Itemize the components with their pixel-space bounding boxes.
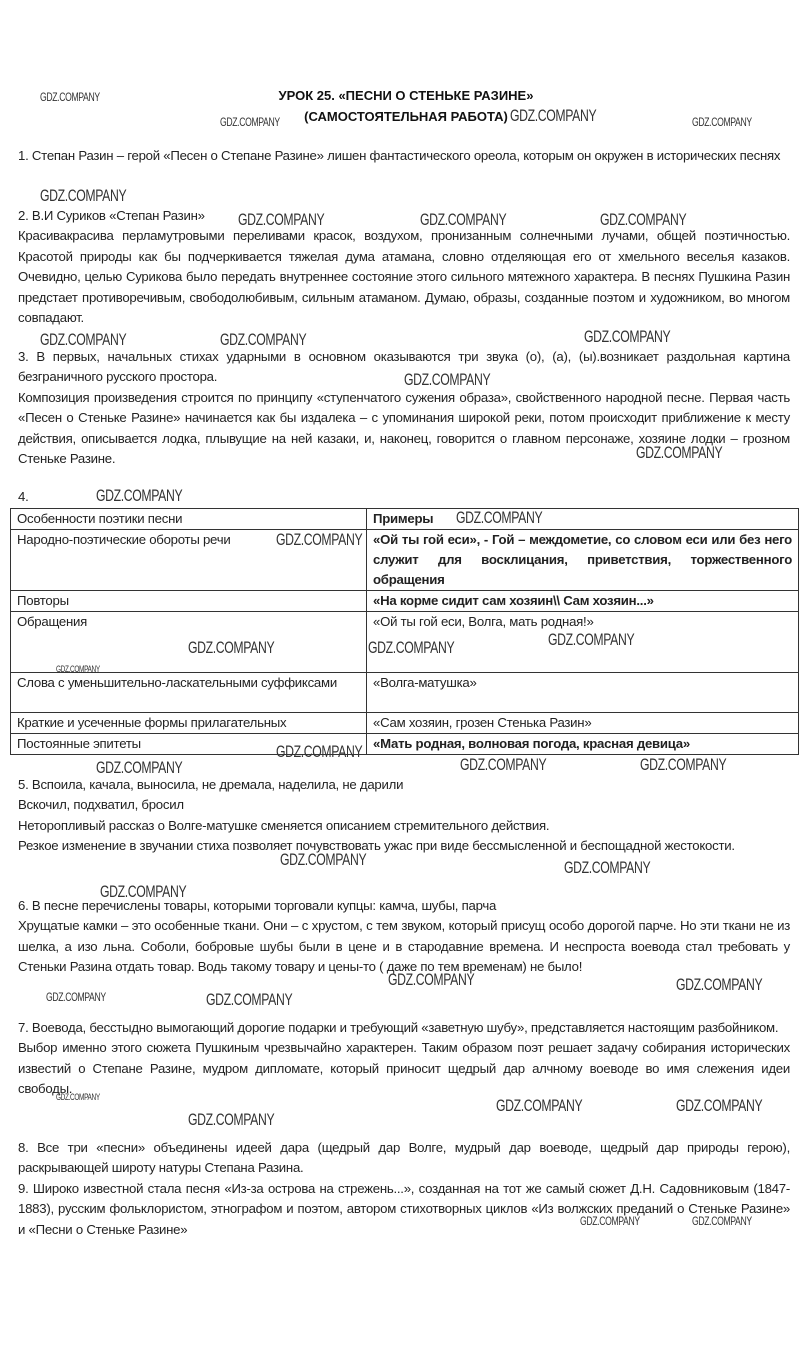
table-cell: Народно-поэтические обороты речи (11, 530, 367, 591)
watermark: GDZ.COMPANY (96, 486, 183, 505)
section-5-line: 5. Вспоила, качала, выносила, не дремала, наделила, не дарили (18, 777, 404, 792)
watermark: GDZ.COMPANY (404, 370, 491, 389)
watermark: GDZ.COMPANY (676, 1096, 763, 1115)
watermark: GDZ.COMPANY (388, 970, 475, 989)
table-cell: Повторы (11, 591, 367, 612)
watermark: GDZ.COMPANY (46, 990, 106, 1004)
watermark: GDZ.COMPANY (640, 755, 727, 774)
section-5-line: Резкое изменение в звучании стиха позволяет почувствовать ужас при виде бессмысленной и беспощадной жестокости. (18, 838, 735, 854)
section-1-text: 1. Степан Разин – герой «Песен о Степане Разине» лишен фантастического ореола, которым он окружен в исторических песнях (18, 148, 781, 163)
watermark: GDZ.COMPANY (40, 90, 100, 104)
section-2-text: Красивакрасива перламутровыми переливами красок, воздухом, пронизанным солнечными лучами, общей поэтичностью. Красотой природы как бы подчеркивается тяжелая дума атамана, словно отделяющая его от хмельного веселья казаков. Очевидно, целью Сурикова было передать внутреннее состояние этого сильного мятежного характера. В песнях Пушкина Разин предстает противоречивым, свободолюбивым, сильным атаманом. Думаю, образы, созданные поэтом и художником, во многом совпадают. (18, 228, 790, 326)
watermark: GDZ.COMPANY (510, 106, 597, 125)
watermark: GDZ.COMPANY (276, 742, 363, 761)
table-cell: «Ой ты гой еси», - Гой – междометие, со словом еси или без него служит для восклицания, приветствия, торжественного обращения (367, 530, 799, 591)
watermark: GDZ.COMPANY (692, 115, 752, 129)
table-row (11, 673, 799, 713)
watermark: GDZ.COMPANY (460, 755, 547, 774)
watermark: GDZ.COMPANY (40, 186, 127, 205)
watermark: GDZ.COMPANY (456, 508, 543, 527)
table-cell: «Ой ты гой еси, Волга, мать родная!» (367, 612, 799, 673)
watermark: GDZ.COMPANY (56, 1092, 100, 1102)
watermark: GDZ.COMPANY (636, 443, 723, 462)
watermark: GDZ.COMPANY (420, 210, 507, 229)
table-cell: «Волга-матушка» (367, 673, 799, 713)
table-row (11, 713, 799, 734)
table-cell: Слова с уменьшительно-ласкательными суффиксами (11, 673, 367, 713)
watermark: GDZ.COMPANY (188, 1110, 275, 1129)
watermark: GDZ.COMPANY (238, 210, 325, 229)
watermark: GDZ.COMPANY (496, 1096, 583, 1115)
watermark: GDZ.COMPANY (206, 990, 293, 1009)
watermark: GDZ.COMPANY (368, 638, 455, 657)
table-cell: Постоянные эпитеты (11, 734, 367, 755)
section-1 (18, 146, 790, 166)
watermark: GDZ.COMPANY (96, 758, 183, 777)
table-header: Особенности поэтики песни (11, 509, 367, 530)
watermark: GDZ.COMPANY (220, 330, 307, 349)
page-title: УРОК 25. «ПЕСНИ О СТЕНЬКЕ РАЗИНЕ» (278, 88, 534, 103)
section-6-line: Хрущатые камки – это особенные ткани. Они – с хрустом, с тем звуком, который присущ особо дорогой парче. Но эти ткани не из шелка, а изо льна. Соболи, бобровые шубы были в цене и в стародавние времена. И неспроста воевода стал требовать у Стеньки Разина отдать товар. Водь такому товару и цены-то ( даже по тем временам) не было! (18, 918, 790, 975)
table-row (11, 530, 799, 591)
section-8-9 (18, 1138, 790, 1240)
watermark: GDZ.COMPANY (600, 210, 687, 229)
section-3-body: Композиция произведения строится по принципу «ступенчатого сужения образа», свойственного народной песне. Первая часть «Песен о Стеньке Разине» начинается как бы издалека – с упоминания широкой реки, потом происходит приближение к месту действия, описывается лодка, плывущие на ней казаки, и, наконец, говорится о главном персонаже, хозяине лодки – грозном Стеньке Разине. (18, 389, 790, 467)
table-row (11, 734, 799, 755)
table-cell: Обращения (11, 612, 367, 673)
section-9-text: 9. Широко известной стала песня «Из-за острова на стрежень...», созданная на тот же самый сюжет Д.Н. Садовниковым (1847-1883), русским фольклористом, этнографом и поэтом, автором стихотворных циклов «Из волжских преданий о Стеньке Разине» и «Песни о Стеньке Разине» (18, 1180, 790, 1237)
section-4-number: 4. (18, 489, 29, 504)
watermark: GDZ.COMPANY (580, 1214, 640, 1228)
page-subtitle: (САМОСТОЯТЕЛЬНАЯ РАБОТА) (304, 109, 508, 124)
section-8-text: 8. Все три «песни» объединены идеей дара (щедрый дар Волге, мудрый дар воеводе, щедрый дар природы герою), раскрывающей широту натуры Степана Разина. (18, 1140, 790, 1176)
watermark: GDZ.COMPANY (584, 327, 671, 346)
watermark: GDZ.COMPANY (100, 882, 187, 901)
watermark: GDZ.COMPANY (276, 530, 363, 549)
section-6-line: 6. В песне перечислены товары, которыми торговали купцы: камча, шубы, парча (18, 898, 497, 913)
section-3-text: 3. В первых, начальных стихах ударными в основном оказываются три звука (о), (а), (ы).возникает раздольная картина безграничного русского простора. (18, 349, 790, 385)
table-cell: Краткие и усеченные формы прилагательных (11, 713, 367, 734)
watermark: GDZ.COMPANY (564, 858, 651, 877)
section-2-heading: 2. В.И Суриков «Степан Разин» (18, 208, 205, 223)
watermark: GDZ.COMPANY (676, 975, 763, 994)
section-7 (18, 1018, 790, 1100)
table-row (11, 591, 799, 612)
watermark: GDZ.COMPANY (280, 850, 367, 869)
table-cell: «Мать родная, волновая погода, красная девица» (367, 734, 799, 755)
watermark: GDZ.COMPANY (220, 115, 280, 129)
watermark: GDZ.COMPANY (692, 1214, 752, 1228)
watermark: GDZ.COMPANY (188, 638, 275, 657)
table-header-row (11, 509, 799, 530)
watermark: GDZ.COMPANY (56, 664, 100, 674)
section-5-line: Вскочил, подхватил, бросил (18, 797, 184, 813)
watermark: GDZ.COMPANY (548, 630, 635, 649)
section-6 (18, 896, 790, 978)
table-cell: «На корме сидит сам хозяин\\ Сам хозяин...» (367, 591, 799, 612)
watermark: GDZ.COMPANY (40, 330, 127, 349)
table-cell: «Сам хозяин, грозен Стенька Разин» (367, 713, 799, 734)
section-5 (18, 775, 790, 857)
section-7-line: 7. Воевода, бесстыдно вымогающий дорогие подарки и требующий «заветную шубу», представляется настоящим разбойником. (18, 1020, 779, 1035)
table-header: Примеры (367, 509, 799, 530)
section-5-line: Неторопливый рассказ о Волге-матушке сменяется описанием стремительного действия. (18, 817, 550, 833)
poetics-table (10, 508, 799, 755)
section-7-line: Выбор именно этого сюжета Пушкиным чрезвычайно характерен. Таким образом поэт решает задачу собирания исторических известий о Степане Разине, мудром дипломате, который приносит щедрый дар алчному воеводе во имя слежения идеи свободы. (18, 1040, 790, 1097)
